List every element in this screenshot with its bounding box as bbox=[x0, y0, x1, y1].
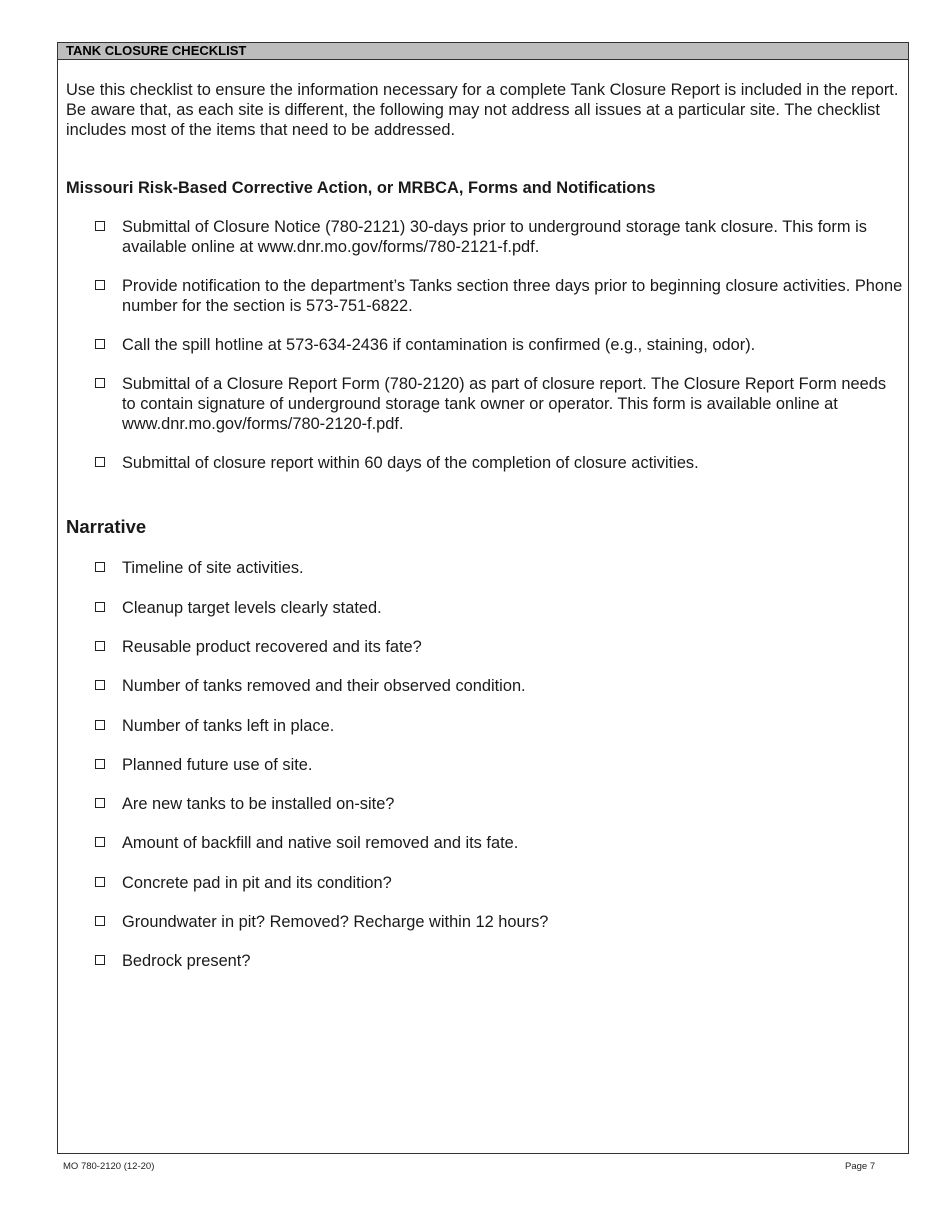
checkbox[interactable] bbox=[95, 280, 105, 290]
checklist-item-label: Groundwater in pit? Removed? Recharge within 12 hours? bbox=[122, 913, 549, 931]
checklist-item-label: Call the spill hotline at 573-634-2436 if contamination is confirmed (e.g., staining, odor). bbox=[122, 336, 756, 354]
checklist-item bbox=[95, 453, 903, 473]
checklist-item-label: Provide notification to the department’s Tanks section three days prior to beginning closure activities. Phone number for the section is 573-751-6822. bbox=[122, 277, 903, 315]
checklist-item-label: Bedrock present? bbox=[122, 952, 251, 970]
checklist-item-label: Timeline of site activities. bbox=[122, 559, 304, 577]
checkbox[interactable] bbox=[95, 339, 105, 349]
checklist-item bbox=[95, 912, 903, 932]
checklist-item bbox=[95, 676, 903, 696]
checkbox[interactable] bbox=[95, 720, 105, 730]
intro-paragraph: Use this checklist to ensure the information necessary for a complete Tank Closure Report is included in the report. Be aware that, as each site is different, the following may not address all issues at a particular site. The checklist includes most of the items that need to be addressed. bbox=[66, 81, 899, 139]
narrative-section-title: Narrative bbox=[66, 516, 147, 537]
checklist-item-label: Are new tanks to be installed on-site? bbox=[122, 795, 395, 813]
checkbox[interactable] bbox=[95, 916, 105, 926]
checkbox[interactable] bbox=[95, 759, 105, 769]
checklist-item-label: Submittal of a Closure Report Form (780-2120) as part of closure report. The Closure Report Form needs to contain signature of underground storage tank owner or operator. This form is available online at www.dnr.mo.gov/forms/780-2120-f.pdf. bbox=[122, 375, 887, 433]
mrbca-section-title: Missouri Risk-Based Corrective Action, or MRBCA, Forms and Notifications bbox=[66, 179, 656, 197]
section-header: TANK CLOSURE CHECKLIST bbox=[58, 43, 908, 60]
checklist-item-label: Cleanup target levels clearly stated. bbox=[122, 599, 382, 617]
checklist-item bbox=[95, 374, 903, 434]
checklist-item bbox=[95, 755, 903, 775]
checklist-frame bbox=[57, 42, 909, 1154]
checklist-item bbox=[95, 794, 903, 814]
checklist-item bbox=[95, 637, 903, 657]
checkbox[interactable] bbox=[95, 837, 105, 847]
checklist-item-label: Submittal of Closure Notice (780-2121) 30-days prior to underground storage tank closure. This form is available online at www.dnr.mo.gov/forms/780-2121-f.pdf. bbox=[122, 218, 867, 256]
checklist-item-label: Planned future use of site. bbox=[122, 756, 313, 774]
checklist-item bbox=[95, 873, 903, 893]
checkbox[interactable] bbox=[95, 798, 105, 808]
checklist-item bbox=[95, 951, 903, 971]
form-id: MO 780-2120 (12-20) bbox=[63, 1161, 155, 1172]
checklist-item-label: Number of tanks removed and their observed condition. bbox=[122, 677, 526, 695]
checklist-item-label: Concrete pad in pit and its condition? bbox=[122, 874, 392, 892]
checkbox[interactable] bbox=[95, 641, 105, 651]
checklist-item-label: Number of tanks left in place. bbox=[122, 717, 335, 735]
checklist-item-label: Amount of backfill and native soil removed and its fate. bbox=[122, 834, 519, 852]
checklist-item-label: Reusable product recovered and its fate? bbox=[122, 638, 422, 656]
checkbox[interactable] bbox=[95, 877, 105, 887]
checkbox[interactable] bbox=[95, 955, 105, 965]
checklist-item bbox=[95, 598, 903, 618]
checklist-item bbox=[95, 558, 903, 578]
checkbox[interactable] bbox=[95, 457, 105, 467]
checkbox[interactable] bbox=[95, 378, 105, 388]
checkbox[interactable] bbox=[95, 680, 105, 690]
checklist-item bbox=[95, 217, 903, 257]
checklist-item bbox=[95, 276, 903, 316]
checklist-item-label: Submittal of closure report within 60 days of the completion of closure activities. bbox=[122, 454, 699, 472]
checkbox[interactable] bbox=[95, 221, 105, 231]
page-number: Page 7 bbox=[845, 1161, 876, 1172]
checkbox[interactable] bbox=[95, 562, 105, 572]
checkbox[interactable] bbox=[95, 602, 105, 612]
checklist-item bbox=[95, 716, 903, 736]
checklist-item bbox=[95, 833, 903, 853]
checklist-item bbox=[95, 335, 903, 355]
